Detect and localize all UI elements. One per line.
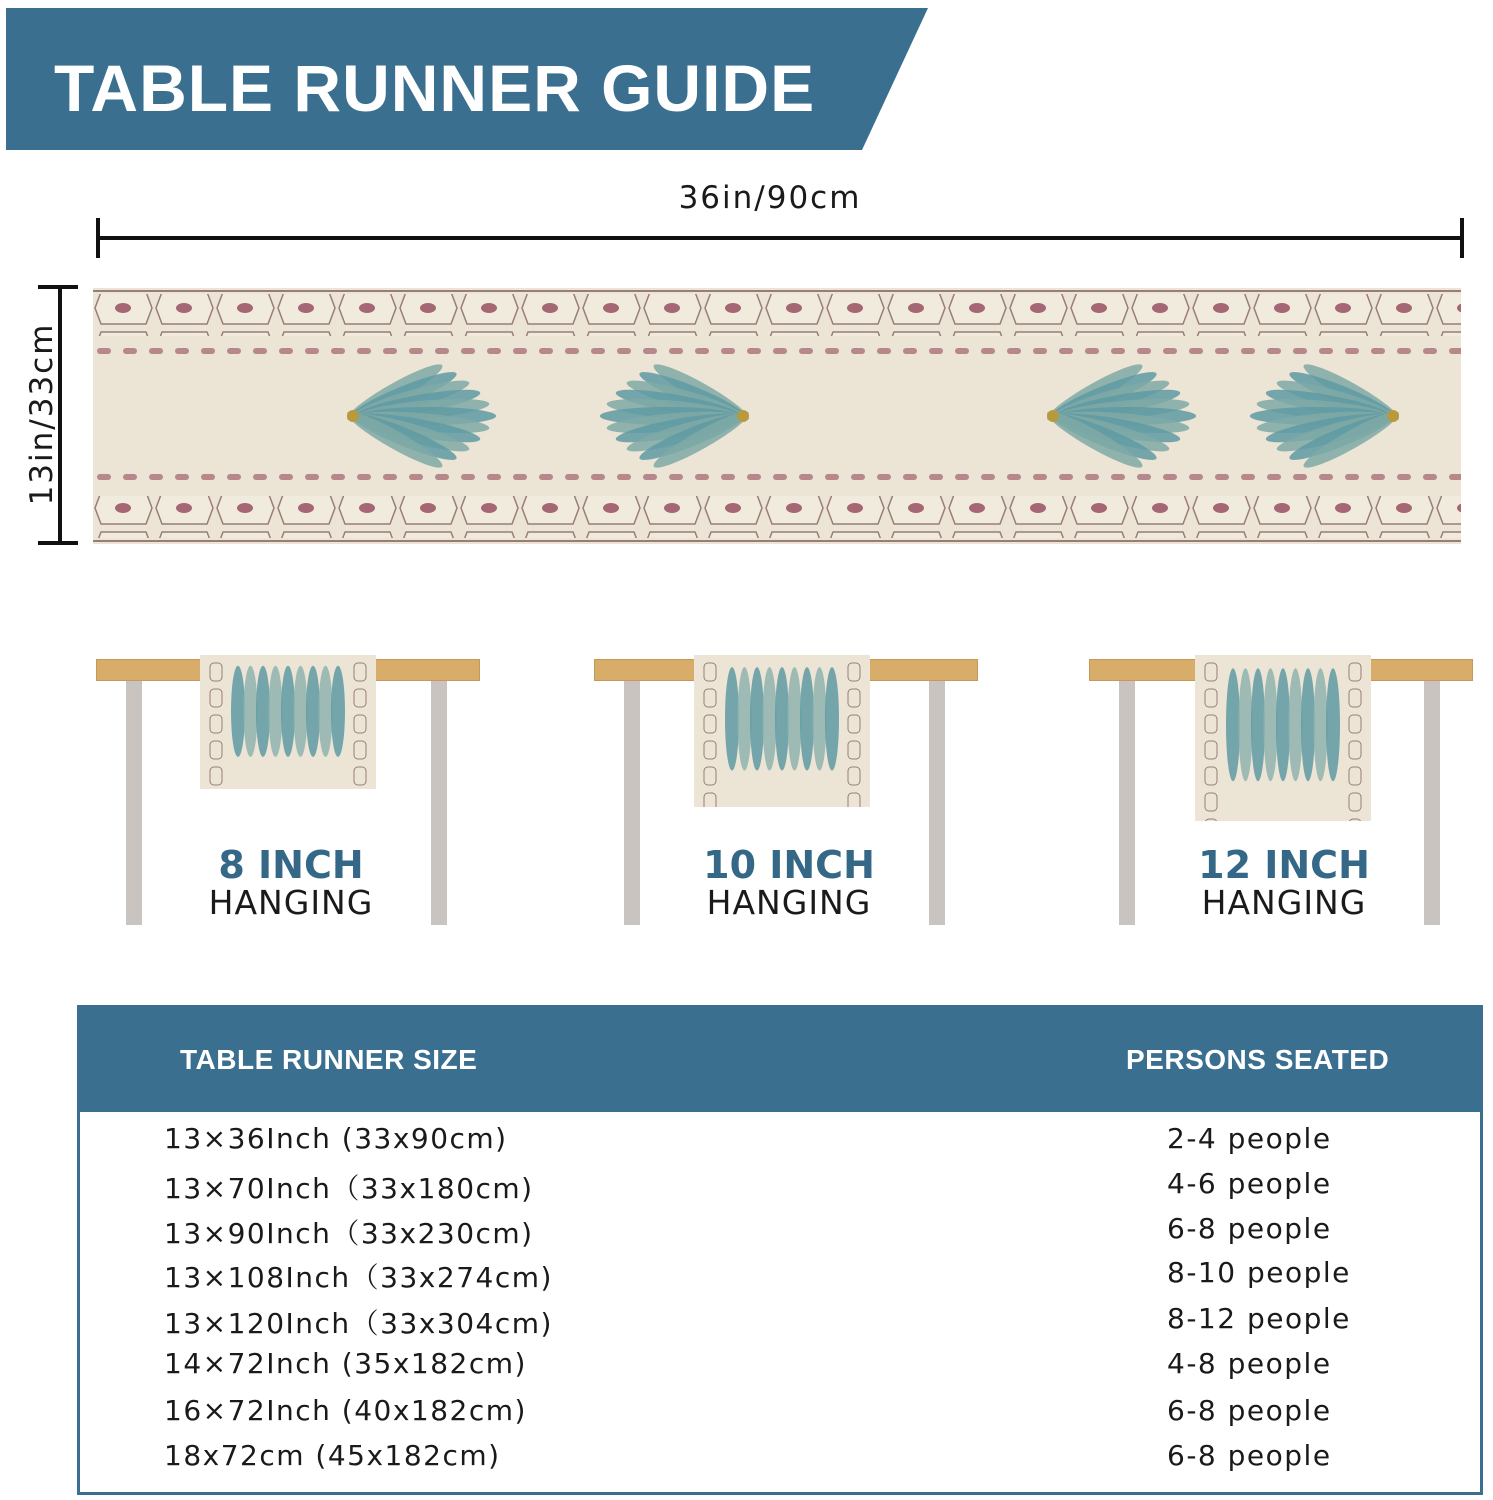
cloth-leaf <box>725 667 739 770</box>
hanging-runner <box>200 655 376 789</box>
cloth-leaf <box>1251 668 1265 781</box>
cloth-leaf <box>1264 668 1278 781</box>
cloth-leaf <box>750 667 764 770</box>
cloth-leaf <box>1276 668 1290 781</box>
table-runner-pattern <box>93 288 1461 544</box>
size-cell: 13×90Inch（33x230cm) <box>164 1217 534 1250</box>
persons-cell: 6-8 people <box>1167 1212 1332 1245</box>
cloth-leaf <box>269 666 283 757</box>
table-row <box>80 1394 1480 1434</box>
table-row <box>80 1439 1480 1479</box>
width-dimension-label: 36in/90cm <box>678 180 862 216</box>
size-table <box>77 1005 1483 1495</box>
persons-cell: 4-6 people <box>1167 1167 1332 1200</box>
runner-center-dot <box>1387 410 1399 422</box>
size-cell: 13×70Inch（33x180cm) <box>164 1172 534 1205</box>
persons-cell: 4-8 people <box>1167 1347 1332 1380</box>
cloth-leaf <box>331 666 345 757</box>
table-illustration-10 <box>594 655 984 945</box>
runner-center-dot <box>1047 410 1059 422</box>
width-dimension-line <box>96 218 1466 260</box>
cloth-leaf <box>281 666 295 757</box>
hanging-size-label: 12 INCH <box>1198 843 1370 887</box>
hanging-word-label: HANGING <box>1201 883 1367 922</box>
cloth-leaf <box>256 666 270 757</box>
height-dimension-label: 13in/33cm <box>24 322 60 506</box>
page-title: TABLE RUNNER GUIDE <box>54 51 816 125</box>
persons-cell: 8-10 people <box>1167 1256 1351 1289</box>
cloth-leaf <box>800 667 814 770</box>
cloth-leaf <box>1226 668 1240 781</box>
cloth-leaf <box>1301 668 1315 781</box>
table-row <box>80 1347 1480 1387</box>
hanging-runner <box>694 655 870 807</box>
persons-cell: 6-8 people <box>1167 1439 1332 1472</box>
cloth-leaf <box>1289 668 1303 781</box>
table-illustration-12 <box>1089 655 1479 945</box>
size-table-header <box>80 1008 1480 1112</box>
hanging-word-label: HANGING <box>208 883 374 922</box>
cloth-leaf <box>813 667 827 770</box>
column-header-size: TABLE RUNNER SIZE <box>180 1044 478 1075</box>
cloth-leaf <box>231 666 245 757</box>
runner-center-dot <box>737 410 749 422</box>
persons-cell: 6-8 people <box>1167 1394 1332 1427</box>
persons-cell: 2-4 people <box>1167 1122 1332 1155</box>
cloth-leaf <box>1314 668 1328 781</box>
cloth-leaf <box>738 667 752 770</box>
table-row <box>80 1302 1480 1342</box>
header-banner <box>6 8 928 150</box>
cloth-leaf <box>775 667 789 770</box>
size-cell: 18x72cm (45x182cm) <box>164 1439 501 1472</box>
hanging-size-label: 10 INCH <box>703 843 875 887</box>
cloth-leaf <box>319 666 333 757</box>
persons-cell: 8-12 people <box>1167 1302 1351 1335</box>
hanging-size-label: 8 INCH <box>218 843 364 887</box>
size-cell: 14×72Inch (35x182cm) <box>164 1347 527 1380</box>
runner-center-dot <box>347 410 359 422</box>
size-cell: 13×36Inch (33x90cm) <box>164 1122 508 1155</box>
table-row <box>80 1167 1480 1207</box>
cloth-leaf <box>294 666 308 757</box>
hanging-runner <box>1195 655 1371 821</box>
table-row <box>80 1256 1480 1296</box>
table-illustration-8 <box>96 655 486 945</box>
size-cell: 13×108Inch（33x274cm) <box>164 1261 553 1294</box>
cloth-leaf <box>1326 668 1340 781</box>
size-cell: 13×120Inch（33x304cm) <box>164 1307 553 1340</box>
cloth-leaf <box>763 667 777 770</box>
hanging-word-label: HANGING <box>706 883 872 922</box>
size-cell: 16×72Inch (40x182cm) <box>164 1394 527 1427</box>
table-row <box>80 1122 1480 1162</box>
cloth-leaf <box>788 667 802 770</box>
table-row <box>80 1212 1480 1252</box>
cloth-leaf <box>1239 668 1253 781</box>
cloth-leaf <box>306 666 320 757</box>
cloth-leaf <box>825 667 839 770</box>
cloth-leaf <box>244 666 258 757</box>
column-header-persons: PERSONS SEATED <box>1126 1044 1390 1075</box>
